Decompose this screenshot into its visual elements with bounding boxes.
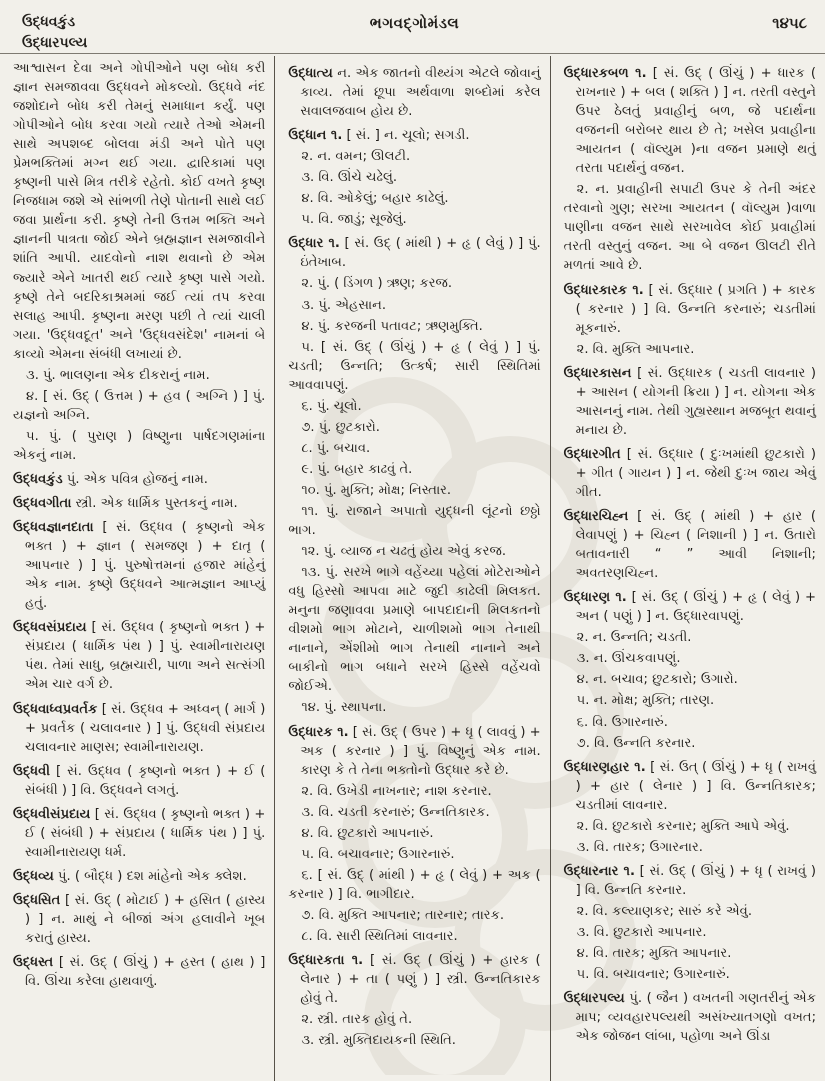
entry-text: [ સં. ઉદ્ધવ ( કૃષ્ણનો ભક્ત ) + ઈ ( સંબંધી ) ] વિ. ઉદ્ધવને લગતું. [25,763,266,798]
dictionary-entry [13,618,265,694]
headword: ઉદ્ધસિત [13,892,61,908]
sense-item [564,734,816,753]
sense-item [288,418,540,437]
entry-text: ૨. વિ. મુક્તિ આપનાર. [576,341,695,357]
column-right [550,56,825,1081]
headword: ઉદ્ધારપલ્ય [563,991,625,1007]
entry-text: ૪. વિ. છુટકારો આપનારું. [301,825,434,841]
entry-text: ૪. ન. બચાવ; છુટકારો; ઉગારો. [576,672,738,688]
dictionary-entry [564,862,816,900]
sense-item [564,923,816,942]
headword: ઉદ્ધવાધ્વપ્રવર્તક [13,701,98,717]
entry-text: ૮. વિ. સારી સ્થિતિમાં લાવનાર. [301,928,458,944]
sense-item [288,274,540,293]
entry-text: [ સં. ઉદ્ધાર ( દુઃખમાંથી છુટકારો ) + ગીત ( ગાયન ) ] ન. જેથી દુઃખ જાય એવું ગીત. [575,446,816,500]
sense-item [288,563,540,696]
headword: ઉદ્ધવીસંપ્રદાય [13,806,91,822]
headword: ઉદ્ધારકાસન [563,365,632,381]
running-text [13,59,265,364]
sense-item [288,168,540,187]
sense-item [288,1010,540,1029]
page-header [22,8,807,54]
dictionary-entry [13,867,265,886]
headword: ઉદ્ધાર ૧. [288,236,340,252]
entry-text: ૭. વિ. મુક્તિ આપનાર; તારનાર; તારક. [301,907,504,923]
dictionary-entry [564,588,816,626]
sense-item [288,460,540,479]
entry-text: ૮. પું. બચાવ. [301,440,371,456]
dictionary-entry [564,989,816,1046]
dictionary-entry [13,470,265,489]
entry-text: ૧૧. પું. રાજાને અપાતો યુદ્ધની લૂંટનો છઠ્ઠો ભાગ. [288,503,541,539]
entry-text: ૫. વિ. જાડું; સૂજેલું. [301,212,407,228]
headword: ઉદ્ધારનાર ૧. [563,863,635,879]
headword: ઉદ્ધારણ ૧. [563,590,627,606]
headword: ઉદ્ધારકારક ૧. [563,282,644,298]
entry-text: [ સં. ઉદ્ ( ઉપર ) + ધૃ ( લાવવું ) + અક ( કરનાર ) ] પું. વિષ્ણુનું એક નામ. કારણ કે તે તેના ભક્તોનો ઉદ્ધાર કરે છે. [300,724,541,778]
entry-text: [ સં. ઉદ્ધવ ( કૃષ્ણનો ભક્ત ) + ઈ ( સંબંધી ) + સંપ્રદાય ( ધાર્મિક પંથ ) ] પું. સ્વામીનારાયણ ધર્મ. [25,806,266,860]
headword: ઉદ્ધવસંપ્રદાય [13,620,87,636]
sense-item [288,845,540,864]
sense-item [288,1031,540,1050]
entry-text: ૨. સ્ત્રી. તારક હોવું તે. [301,1012,413,1028]
entry-text: ૨. ન. ઉન્નતિ; ચડતી. [576,630,692,646]
entry-text: ૩. વિ. ચડતી કરનારું; ઉન્નતિકારક. [301,804,490,820]
entry-text: આશ્વાસન દેવા અને ગોપીઓને પણ બોધ કરી જ્ઞાન સમજાવવા ઉદ્ધવને મોકલ્યો. ઉદ્ધવે નંદ જશોદાને બોધ કરી તેમનું સમાધાન કર્યું. પણ ગોપીઓને બોધ કરવા ગયો ત્યારે તેઓ એમની સાથે અપશબ્દ બોલવા મંડી અને પોતે પણ પ્રેમભક્તિમાં મગ્ન થઈ ગયા. દ્વારિકામાં પણ કૃષ્ણની પાસે મિત્ર તરીકે રહેતો. કોઈ વખતે કૃષ્ણ નિજધામ જશે એ સાંભળી તેણે પોતાની સાથે લઈ જવા પ્રાર્થના કરી. કૃષ્ણે તેની ઉત્તમ ભક્તિ અને જ્ઞાનની પાત્રતા જોઈ એને બ્રહ્મજ્ઞાન સમજાવીને શાંતિ આપી. યાદવોનો નાશ થવાનો છે એમ જ્યારે એને ખાતરી થઈ ત્યારે કૃષ્ણ પાસે ગયો. કૃષ્ણે તેને બદરિકાશ્રમમાં જઈ ત્યાં તપ કરવા સલાહ આપી. કૃષ્ણના મરણ પછી તે ત્યાં ચાલી ગયા. 'ઉદ્ધવદૂત' અને 'ઉદ્ધવસંદેશ' નામનાં બે કાવ્યો એમના સંબંધી લખાયાં છે. [13,61,266,362]
sense-item [564,838,816,857]
dictionary-entry [564,281,816,338]
entry-text: ૩. વિ. તારક; ઉગારનાર. [576,839,703,855]
headword: ઉદ્ધવગીતા [13,496,72,512]
entry-text: ૬. પું. ચૂલો. [301,398,362,414]
entry-text: ન. એક જાતનો વીથ્યંગ એટલે જોવાનું કાવ્ય. તેમાં છૂપા અર્થવાળા શબ્દોમાં કરેલ સવાલજવાબ હોય છે. [300,66,541,120]
headword: ઉદ્ધવી [13,763,50,779]
headword: ઉદ્ધારણહાર ૧. [563,759,646,775]
entry-text: ૨. વિ. છુટકારો કરનાર; મુક્તિ આપે એવું. [576,818,790,834]
entry-text: ૧૦. પું. મુક્તિ; મોક્ષ; નિસ્તાર. [301,482,452,498]
dictionary-entry [13,700,265,757]
sense-item [288,502,540,540]
entry-text: ૩. પું. ભાલણના એક દીકરાનું નામ. [26,367,210,383]
sense-item [288,481,540,500]
sense-item [564,902,816,921]
entry-text: ૩. વિ. ઊંચે ચઢેલું. [301,170,398,186]
headword: ઉદ્ધારચિહ્ન [563,509,629,525]
sense-item [288,210,540,229]
sense-item [564,817,816,836]
headword: ઉદ્ધારકબળ ૧. [563,66,647,81]
headword: ઉદ્ધાત્ય [288,66,333,81]
entry-text: ૩. પું. એહસાન. [301,297,387,313]
sense-item [564,649,816,668]
headword: ઉદ્ધવજ્ઞાનદાતા [13,520,94,536]
entry-text: [ સં. ઉદ્ ( ઊંચું ) + ધારક ( રાખનાર ) + બલ ( શક્તિ ) ] ન. તરતી વસ્તુને ઉપર ઠેલતું પ્રવાહીનું બળ, જે પદાર્થના વજનની બરોબર થાય છે તે; ખસેલ પ્રવાહીના આયતન ( વૉલ્યુમ )ના વજન પ્રમાણે થતું તરતા પદાર્થનું વજન. [575,66,816,177]
entry-text: પું. ( બૌદ્ધ ) દશ માંહેનો એક ક્લેશ. [58,868,247,884]
headword: ઉદ્ધારગીત [563,446,621,462]
entry-text: ૧૪. પું. સ્થાપના. [301,700,387,716]
sense-item [13,387,265,425]
entry-text: ૭. વિ. ઉન્નતિ કરનાર. [576,735,696,751]
entry-text: ૨. ન. વમન; ઊલટી. [301,149,411,165]
entry-text: સ્ત્રી. એક ધાર્મિક પુસ્તકનું નામ. [75,496,238,512]
entry-text: [ સં. ઉદ્ ( ઊંચું ) + ધૃ ( રાખવું ) ] વિ. ઉન્નતિ કરનાર. [575,863,816,898]
sense-item [288,338,540,395]
dictionary-entry [288,64,540,121]
entry-text: ૩. ન. ઊંચકવાપણું. [576,651,681,667]
entry-text: ૭. પું. છુટકારો. [301,419,380,435]
dictionary-entry [564,507,816,583]
entry-text: ૧૨. પું. વ્યાજ ન ચઢતું હોય એવું કરજ. [301,544,506,560]
page-number: ૧૪૫૮ [772,14,807,32]
headword: ઉદ્ધારક ૧. [288,724,349,740]
sense-item [13,366,265,385]
entry-text: ૯. પું. બહાર કાઢવું તે. [301,461,413,477]
book-title: ભગવદ્ગોમંડલ [369,14,460,32]
entry-text: ૩. વિ. છુટકારો આપનાર. [576,924,707,940]
entry-text: [ સં. ઉદ્ધવ + અધ્વન્ ( માર્ગ ) + પ્રવર્તક ( ચલાવનાર ) ] પું. ઉદ્ધવી સંપ્રદાય ચલાવનાર માણસ; સ્વામીનારાયણ. [25,701,266,755]
header-divider-rule [0,53,825,54]
entry-text: ૫. [ સં. ઉદ્ ( ઊંચું ) + હૃ ( લેવું ) ] પું. ચડતી; ઉન્નતિ; ઉત્કર્ષ; સારી સ્થિતિમાં આવવાપણું. [288,339,541,393]
sense-item [564,180,816,275]
sense-item [288,803,540,822]
dictionary-entry [288,723,540,780]
entry-text: ૧૩. પું. સરખે ભાગે વહેંચ્યા પહેલાં મોટેરાઓને વધુ હિસ્સો આપવા માટે જુદી કાઢેલી મિલકત. મનુના જણાવવા પ્રમાણે બાપદાદાની મિલકતનો વીશમો ભાગ મોટાને, ચાળીશમો ભાગ તેનાથી નાનાને, એંશીમો ભાગ તેનાથી નાનાને અને બાકીનો ભાગ બધાને સરખે હિસ્સે વહેંચવો જોઈએ. [288,565,541,695]
sense-item [288,189,540,208]
entry-text: ૫. વિ. બચાવનાર; ઉગારનારું. [576,967,730,983]
entry-text: ૫. વિ. બચાવનાર; ઉગારનારું. [301,846,455,862]
dictionary-entry [13,762,265,800]
entry-text: પું. ( જૈન ) વખતની ગણતરીનું એક માપ; વ્યવહારપલ્યથી અસંખ્યાતગણો વખત; એક જોજન લાંબા, પહોળા અને ઊંડા [575,991,816,1045]
entry-text: ૪. વિ. ઓકેલું; બહાર કાઢેલું. [301,191,449,207]
headword: ઉદ્ધવકુંડ [13,471,63,487]
dictionary-entry [288,951,540,1008]
entry-text: ૫. ન. મોક્ષ; મુક્તિ; તારણ. [576,693,715,709]
entry-text: [ સં. ઉદ્ ( માંથી ) + હૃ ( લેવું ) ] પું. ઇંતેખાબ. [300,236,541,271]
sense-item [564,944,816,963]
entry-text: [ સં. ઉદ્ ( ઊંચું ) + હસ્ત ( હાથ ) ] વિ. ઊંચા કરેલા હાથવાળું. [25,955,266,990]
sense-item [288,866,540,904]
sense-item [288,296,540,315]
entry-text: [ સં. ઉદ્ધાર ( પ્રગતિ ) + કારક ( કરનાર ) ] વિ. ઉન્નતિ કરનારું; ચડતીમાં મૂકનારું. [575,282,816,336]
headword: ઉદ્ધારકતા ૧. [288,953,364,969]
guide-word-last: ઉદ્ધારપલ્ય [22,35,88,51]
sense-item [288,439,540,458]
entry-text: [ સં. ઉત્ ( ઊંચું ) + ધૃ ( રાખવું ) + હાર ( લેનાર ) ] વિ. ઉન્નતિકારક; ચડતીમાં લાવનાર. [575,759,816,813]
entry-text: ૪. વિ. તારક; મુક્તિ આપનાર. [576,946,732,962]
entry-text: ૪. [ સં. ઉદ્ ( ઉત્તમ ) + હવ ( અગ્નિ ) ] પું. યજ્ઞનો અગ્નિ. [13,388,266,423]
dictionary-entry [13,953,265,991]
dictionary-entry [564,445,816,502]
sense-item [564,691,816,710]
sense-item [288,542,540,561]
entry-text: ૨. ન. પ્રવાહીની સપાટી ઉપર કે તેની અંદર તરવાનો ગુણ; સરખા આયતન ( વૉલ્યુમ )વાળા પાણીના વજન સાથે સરખાવેલ કોઈ પ્રવાહીમાં તરતી વસ્તુનું વજન. આ બે વજન ઊલટી રીતે મળતાં આવે છે. [563,182,816,274]
entry-text: [ સં. ઉદ્ધવ ( કૃષ્ણનો એક ભક્ત ) + જ્ઞાન ( સમજણ ) + દાતૃ ( આપનાર ) ] પું. પુરુષોત્તમનાં હજાર માંહેનું એક નામ. કૃષ્ણે ઉદ્ધવને આત્મજ્ઞાન આપ્યું હતું. [25,520,266,612]
entry-text: ૩. સ્ત્રી. મુક્તિદાયકની સ્થિતિ. [301,1033,456,1049]
entry-text: [ સં. ઉદ્ ( મોટાઈ ) + હસિત ( હાસ્ય ) ] ન. માથું ને બીજાં અંગ હલાવીને ખૂબ કરાતું હાસ્ય. [25,892,266,947]
dictionary-entry [288,126,540,145]
dictionary-entry [13,494,265,513]
dictionary-entry [288,234,540,272]
entry-text: ૬. વિ. ઉગારનારું. [576,714,668,730]
sense-item [288,147,540,166]
dictionary-entry [564,364,816,440]
entry-text: [ સં. ] ન. ચૂલો; સગડી. [346,128,470,144]
sense-item [564,340,816,359]
sense-item [13,427,265,465]
sense-item [288,397,540,416]
entry-text: ૬. [ સં. ઉદ્ ( માંથી ) + હૃ ( લેવું ) + અક ( કરનાર ) ] વિ. ભાગીદાર. [288,867,541,902]
entry-text: પું. એક પવિત્ર હોજનું નામ. [66,471,208,487]
entry-text: ૪. પું. કરજની પતાવટ; ઋણમુક્તિ. [301,318,483,334]
entry-text: [ સં. ઉદ્ ( માંથી ) + હાર ( લેવાપણું ) + ચિહ્ન ( નિશાની ) ] ન. ઉતારો બતાવનારી “ ” આવી નિશાની; અવતરણચિહ્ન. [575,509,816,582]
headword: ઉદ્ધાન ૧. [288,128,343,144]
column-left [0,56,274,1081]
sense-item [564,713,816,732]
entry-text: [ સં. ઉદ્ ( ઊંચું ) + હૃ ( લેવું ) + અન ( પણું ) ] ન. ઉદ્ધારવાપણું. [575,590,816,625]
sense-item [564,628,816,647]
headword: ઉદ્ધવ્ય [13,868,54,884]
dictionary-entry [13,891,265,948]
sense-item [564,670,816,689]
entry-text: [ સં. ઉદ્ધવ ( કૃષ્ણનો ભક્ત ) + સંપ્રદાય ( ધાર્મિક પંથ ) ] પું. સ્વામીનારાયણ પંથ. તેમાં સાધુ, બ્રહ્મચારી, પાળા અને સત્સંગી એમ ચાર વર્ગ છે. [25,620,266,693]
entry-text: [ સં. ઉદ્ધારક ( ચડતી લાવનાર ) + આસન ( યોગની ક્રિયા ) ] ન. યોગના એક આસનનું નામ. તેથી ગુહ્યસ્થાન મજબૂત થવાનું મનાય છે. [575,365,816,438]
dictionary-entry [13,805,265,862]
entry-text: ૨. પું. ( ડિંગળ ) ઋણ; કરજ. [301,276,453,292]
guide-word-first: ઉદ્ધવકુંડ [22,14,76,30]
entry-text: ૨. વિ. ઉખેડી નાખનાર; નાશ કરનાર. [301,783,492,799]
sense-item [288,698,540,717]
headword: ઉદ્ધસ્ત [13,955,54,971]
dictionary-entry [13,518,265,613]
sense-item [288,317,540,336]
sense-item [564,965,816,984]
sense-item [288,927,540,946]
sense-item [288,824,540,843]
entry-text: ૫. પું. ( પુરાણ ) વિષ્ણુના પાર્ષદગણમાંના એકનું નામ. [13,428,266,463]
text-columns [0,56,825,1081]
sense-item [288,782,540,801]
column-middle [274,56,549,1081]
entry-text: [ સં. ઉદ્ ( ઊંચું ) + હારક ( લેનાર ) + તા ( પણું ) ] સ્ત્રી. ઉન્નતિકારક હોવું તે. [300,953,541,1007]
dictionary-entry [564,758,816,815]
sense-item [288,906,540,925]
dictionary-entry [564,64,816,178]
entry-text: ૨. વિ. કલ્યાણકર; સારું કરે એવું. [576,903,752,919]
